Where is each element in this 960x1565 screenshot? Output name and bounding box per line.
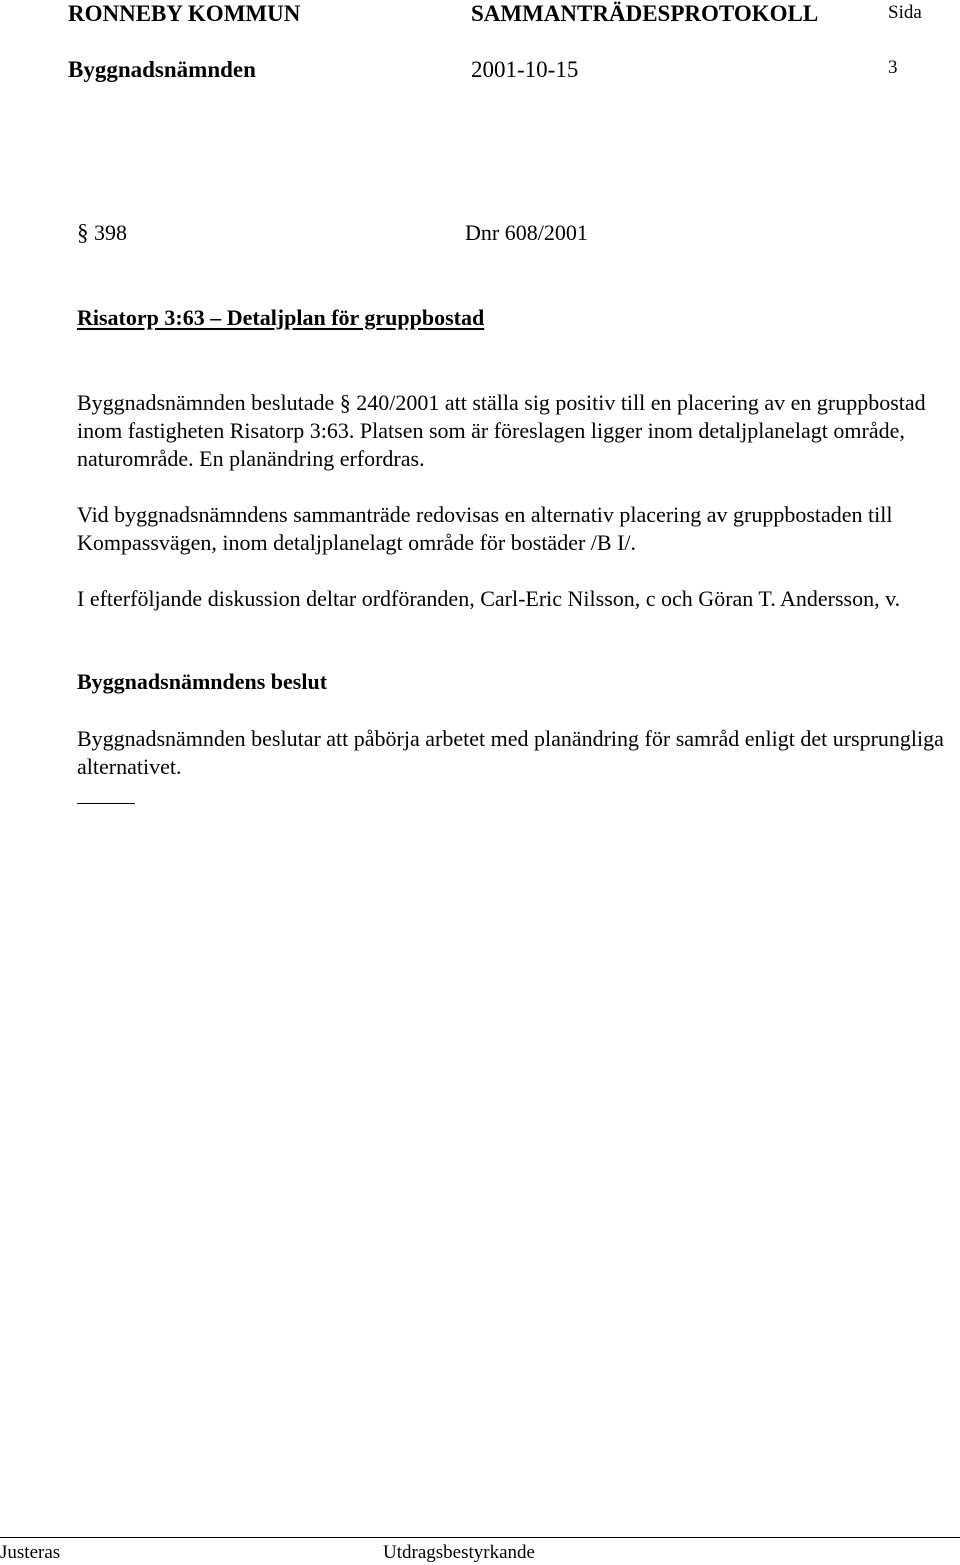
footer-justeras: Justeras (0, 1542, 61, 1563)
decision-heading: Byggnadsnämndens beslut (77, 669, 328, 694)
item-number: 398 (94, 220, 127, 245)
org-name: RONNEBY KOMMUN (68, 1, 301, 26)
paragraph-1: Byggnadsnämnden beslutade § 240/2001 att ställa sig positiv till en placering av en gruppbostad inom fastigheten Risatorp 3:63. Platsen som är föreslagen ligger inom detaljplanelagt område, naturområde. En planändring erfordras. (77, 390, 926, 471)
item-title: Risatorp 3:63 – Detaljplan för gruppbostad (77, 305, 485, 330)
section-symbol: § (77, 220, 89, 245)
paragraph-2: Vid byggnadsnämndens sammanträde redovisas en alternativ placering av gruppbostaden till Kompassvägen, inom detaljplanelagt område för bostäder /B I/. (77, 502, 893, 555)
document-type: SAMMANTRÄDESPROTOKOLL (471, 1, 819, 26)
dnr: Dnr 608/2001 (465, 220, 588, 245)
committee-name: Byggnadsnämnden (68, 57, 256, 82)
page-number: 3 (888, 57, 898, 78)
footer-rule (0, 1537, 960, 1538)
footer-utdragsbestyrkande: Utdragsbestyrkande (383, 1542, 535, 1563)
end-rule (77, 803, 135, 804)
page-label: Sida (888, 2, 922, 23)
decision-text: Byggnadsnämnden beslutar att påbörja arbetet med planändring för samråd enligt det ursprungliga alternativet. (77, 726, 944, 779)
meeting-date: 2001-10-15 (471, 57, 579, 82)
paragraph-3: I efterföljande diskussion deltar ordföranden, Carl-Eric Nilsson, c och Göran T. Andersson, v. (77, 586, 901, 611)
